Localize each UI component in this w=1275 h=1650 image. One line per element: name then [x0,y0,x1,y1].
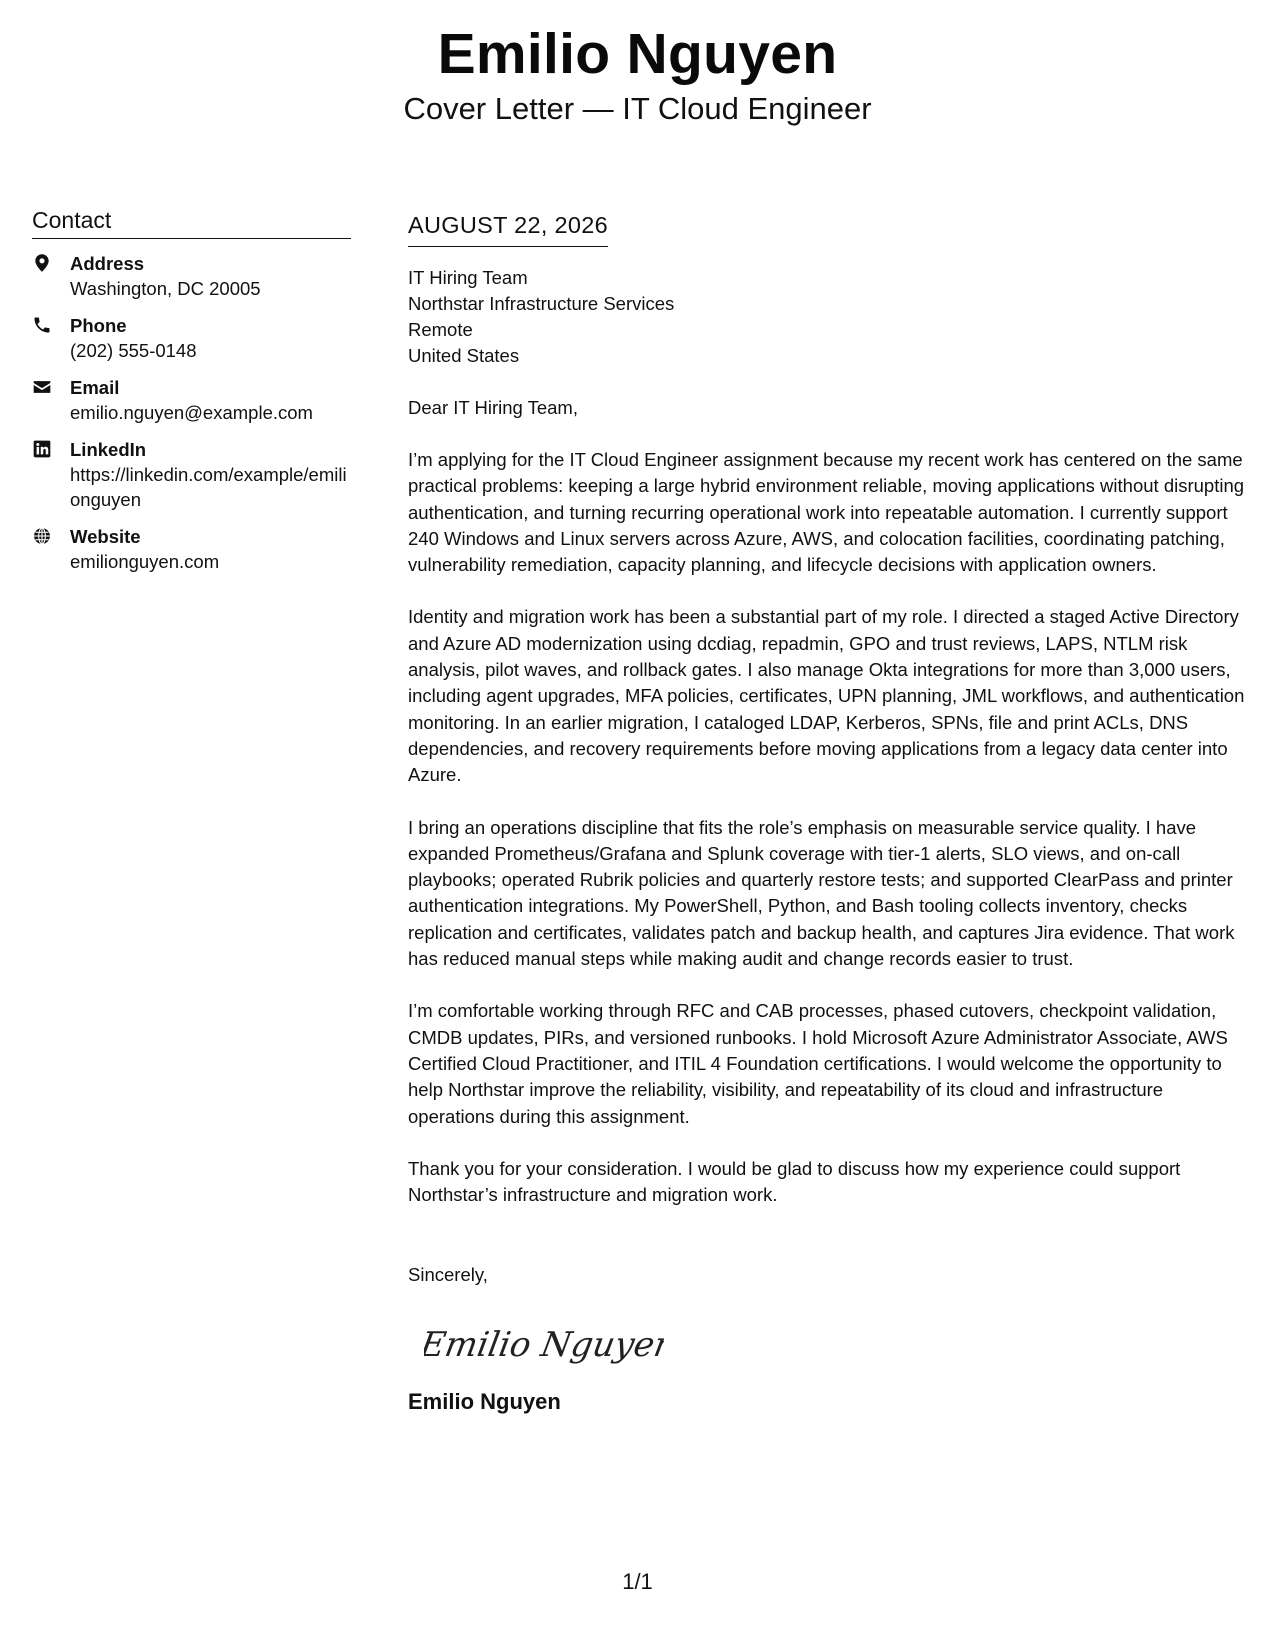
contact-item-linkedin [32,437,351,512]
contact-label: Email [70,377,120,398]
applicant-name: Emilio Nguyen [437,22,838,86]
contact-label: Phone [70,315,127,336]
contact-item-phone [32,313,351,363]
contact-label: LinkedIn [70,439,147,460]
phone-value: (202) 555-0148 [70,340,197,361]
letter-date: AUGUST 22, 2026 [408,212,609,238]
signature-text: Emilio Nguyen [424,1325,664,1366]
contact-label: Address [70,253,145,274]
website-value[interactable]: emilionguyen.com [70,551,220,572]
globe-icon [32,524,70,546]
document-subtitle: Cover Letter — IT Cloud Engineer [403,91,872,126]
recipient-line: IT Hiring Team [408,267,528,288]
envelope-icon [32,375,70,397]
phone-icon [32,313,70,335]
body-paragraph: I’m applying for the IT Cloud Engineer assignment because my recent work has centered on the same practical problems: keeping a large hybrid environment reliable, moving applications without disrupting authentication, and turning recurring operational work into repeatable automation. I currently support 240 Windows and Linux servers across Azure, AWS, and colocation facilities, coordinating patching, vulnerability remediation, capacity planning, and lifecycle decisions with application owners. [408,449,1245,576]
body-paragraph: I’m comfortable working through RFC and CAB processes, phased cutovers, checkpoint validation, CMDB updates, PIRs, and versioned runbooks. I hold Microsoft Azure Administrator Associate, AWS Certified Cloud Practitioner, and ITIL 4 Foundation certifications. I would welcome the opportunity to help Northstar improve the reliability, visibility, and repeatability of its cloud and infrastructure operations during this assignment. [408,1000,1228,1127]
linkedin-value[interactable]: https://linkedin.com/example/emilionguyen [70,464,347,510]
recipient-block [408,265,1253,369]
page-number: 1/1 [622,1569,653,1594]
map-pin-icon [32,251,70,273]
letter-body [408,210,1253,1416]
closing: Sincerely, [408,1264,488,1286]
contact-item-email [32,375,351,425]
date-block [408,210,608,247]
address-value: Washington, DC 20005 [70,278,261,299]
salutation: Dear IT Hiring Team, [408,397,578,418]
email-value[interactable]: emilio.nguyen@example.com [70,402,313,423]
linkedin-icon [32,437,70,459]
recipient-line: Northstar Infrastructure Services [408,293,675,314]
contact-heading: Contact [32,206,351,239]
contact-sidebar [32,206,351,586]
recipient-line: Remote [408,319,473,340]
contact-label: Website [70,526,141,547]
body-paragraph: Thank you for your consideration. I would be glad to discuss how my experience could support Northstar’s infrastructure and migration work. [408,1157,1181,1206]
recipient-line: United States [408,345,520,366]
body-paragraph: I bring an operations discipline that fits the role’s emphasis on measurable service quality. I have expanded Prometheus/Grafana and Splunk coverage with tier-1 alerts, SLO views, and on-call playbooks; operated Rubrik policies and quarterly restore tests; and supported ClearPass and printer authentication integrations. My PowerShell, Python, and Bash tooling collects inventory, checks replication and certificates, validates patch and backup health, and captures Jira evidence. That work has reduced manual steps while making audit and change records easier to trust. [408,816,1235,970]
body-paragraph: Identity and migration work has been a substantial part of my role. I directed a staged Active Directory and Azure AD modernization using dcdiag, repadmin, GPO and trust reviews, LAPS, NTLM risk analysis, pilot waves, and rollback gates. I also manage Okta integrations for more than 3,000 users, including agent upgrades, MFA policies, certificates, UPN planning, JML workflows, and authentication monitoring. In an earlier migration, I cataloged LDAP, Kerberos, SPNs, file and print ACLs, DNS dependencies, and recovery requirements before moving applications from a legacy data center into Azure. [408,606,1245,786]
contact-item-address [32,251,351,301]
letter-header [0,20,1275,128]
handwritten-signature [424,1314,1253,1374]
signed-name: Emilio Nguyen [408,1389,561,1415]
contact-item-website [32,524,351,574]
